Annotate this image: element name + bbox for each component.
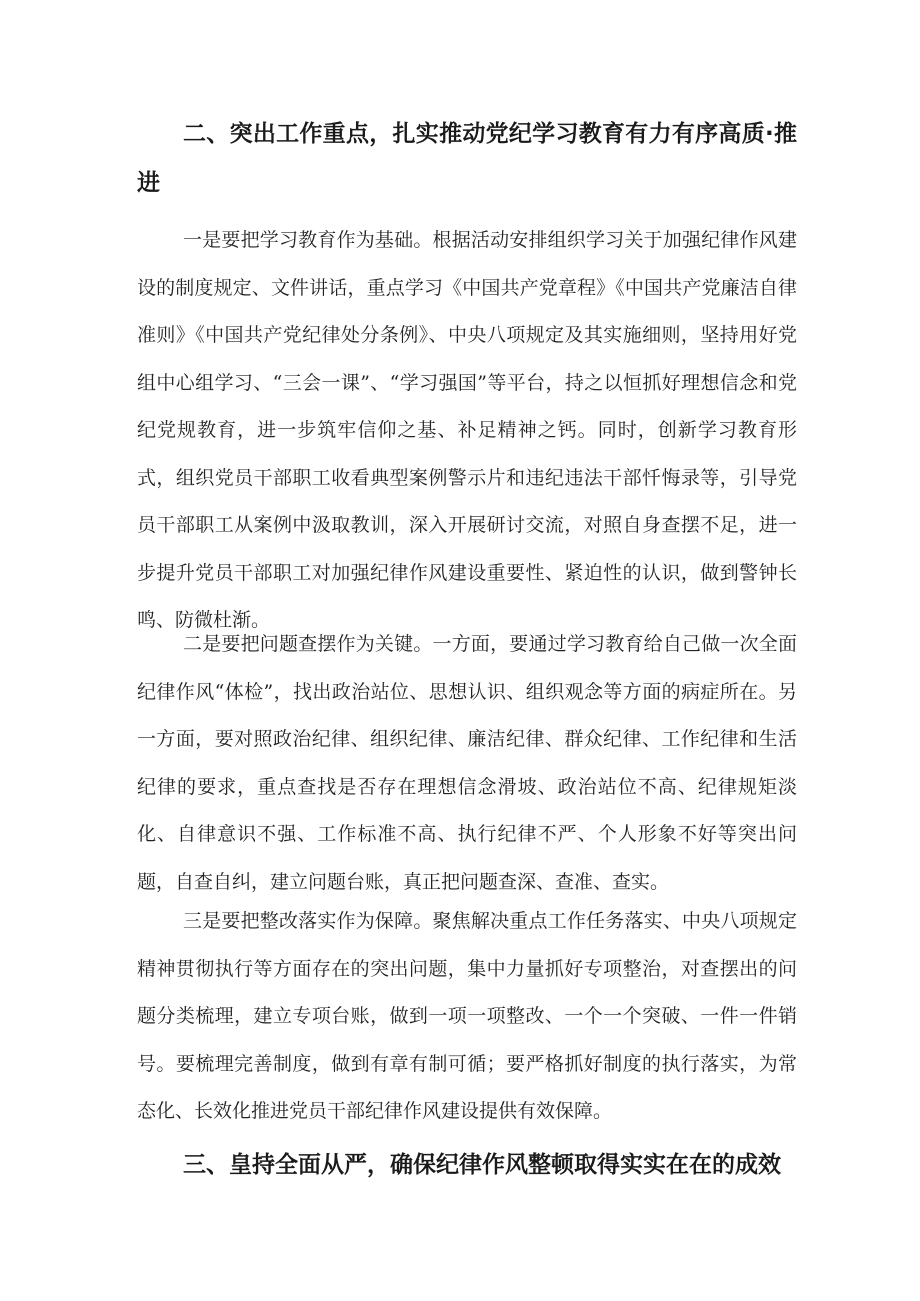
- paragraph-study-education: 一是要把学习教育作为基础。根据活动安排组织学习关于加强纪律作风建设的制度规定、文件讲话，重点学习《中国共产党章程》《中国共产党廉洁自律准则》《中国共产党纪律处分条例》、中央八项规定及其实施细则，坚持用好党组中心组学习、“三会一课”、“学习强国”等平台，持之以恒抓好理想信念和党纪党规教育，进一步筑牢信仰之基、补足精神之钙。同时，创新学习教育形式，组织党员干部职工收看典型案例警示片和违纪违法干部忏悔录等，引导党员干部职工从案例中汲取教训，深入开展研讨交流，对照自身查摆不足，进一步提升党员干部职工对加强纪律作风建设重要性、紧迫性的认识，做到警钟长鸣、防微杜渐。: [137, 229, 797, 631]
- section-2-heading: 二、突出工作重点，扎实推动党纪学习教育有力有序高质·推进: [137, 121, 797, 196]
- paragraph-problem-review: 二是要把问题查摆作为关键。一方面，要通过学习教育给自己做一次全面纪律作风“体检”，找出政治站位、思想认识、组织观念等方面的病症所在。另一方面，要对照政治纪律、组织纪律、廉洁纪律、群众纪律、工作纪律和生活纪律的要求，重点查找是否存在理想信念滑坡、政治站位不高、纪律规矩淡化、自律意识不强、工作标准不高、执行纪律不严、个人形象不好等突出问题，自查自纠，建立问题台账，真正把问题查深、查准、查实。: [137, 633, 797, 893]
- section-3-heading: 三、皇持全面从严，确保纪律作风整顿取得实实在在的成效: [183, 1152, 781, 1178]
- paragraph-rectification: 三是要把整改落实作为保障。聚焦解决重点工作任务落实、中央八项规定精神贯彻执行等方面存在的突出问题，集中力量抓好专项整治，对查摆出的问题分类梳理，建立专项台账，做到一项一项整改、一个一个突破、一件一件销号。要梳理完善制度，做到有章有制可循；要严格抓好制度的执行落实，为常态化、长效化推进党员干部纪律作风建设提供有效保障。: [137, 910, 797, 1122]
